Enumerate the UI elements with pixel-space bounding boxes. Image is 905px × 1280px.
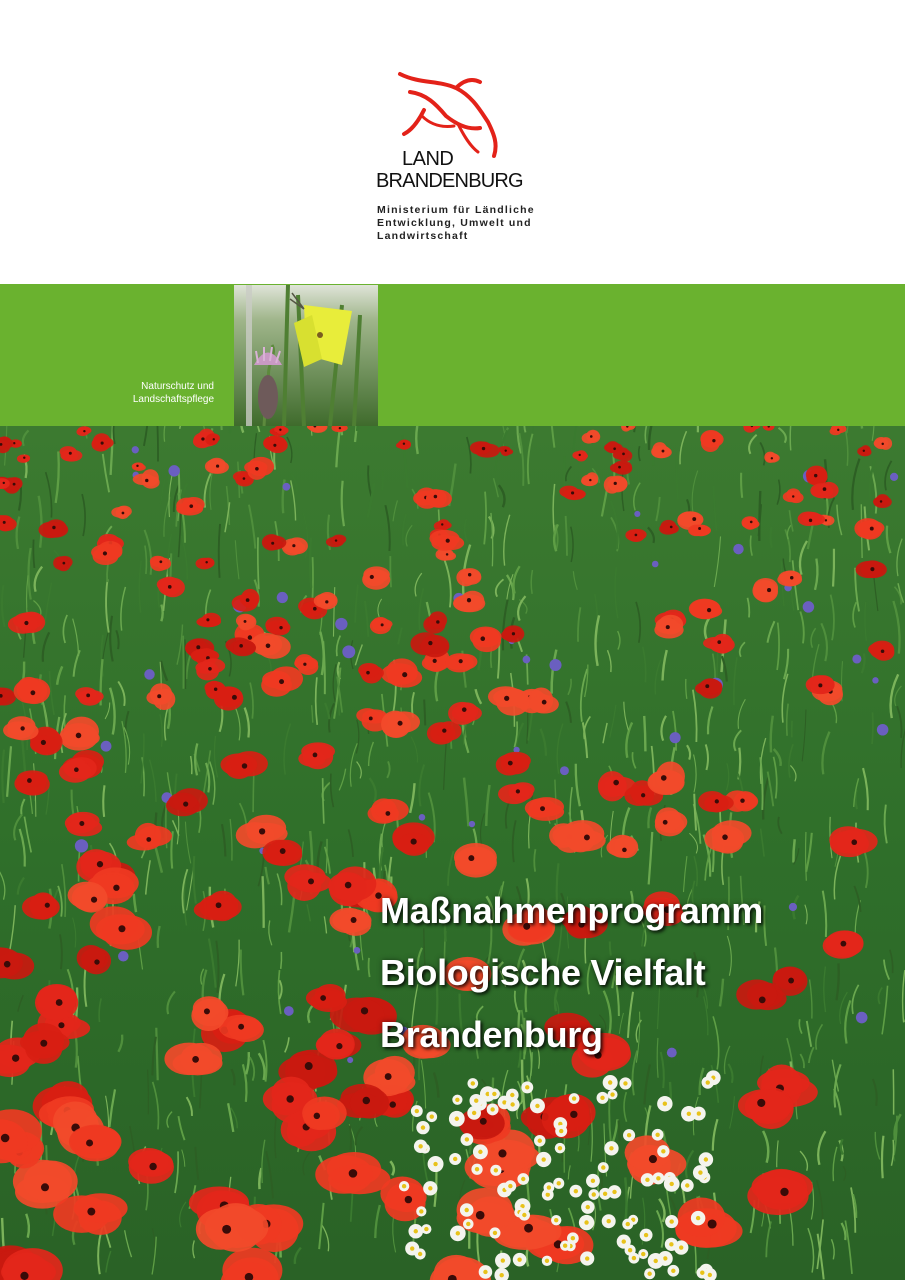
ministry-name bbox=[377, 204, 535, 243]
poppy-meadow-photo bbox=[0, 426, 905, 1280]
ministry-line-2: Entwicklung, Umwelt und bbox=[377, 217, 532, 229]
butterfly-thistle-photo bbox=[234, 285, 378, 426]
ministry-line-1: Ministerium für Ländliche bbox=[377, 204, 535, 216]
header-area bbox=[0, 0, 905, 284]
title-line-1: Maßnahmenprogramm bbox=[380, 890, 763, 931]
logo-brandenburg: BRANDENBURG bbox=[376, 170, 523, 192]
series-line-1: Naturschutz und bbox=[141, 381, 214, 392]
series-label bbox=[110, 380, 214, 406]
title-line-3: Brandenburg bbox=[380, 1014, 603, 1055]
series-line-2: Landschaftspflege bbox=[132, 394, 214, 405]
title-line-2: Biologische Vielfalt bbox=[380, 952, 706, 993]
logo-land: LAND bbox=[402, 148, 454, 170]
ministry-line-3: Landwirtschaft bbox=[377, 230, 469, 242]
